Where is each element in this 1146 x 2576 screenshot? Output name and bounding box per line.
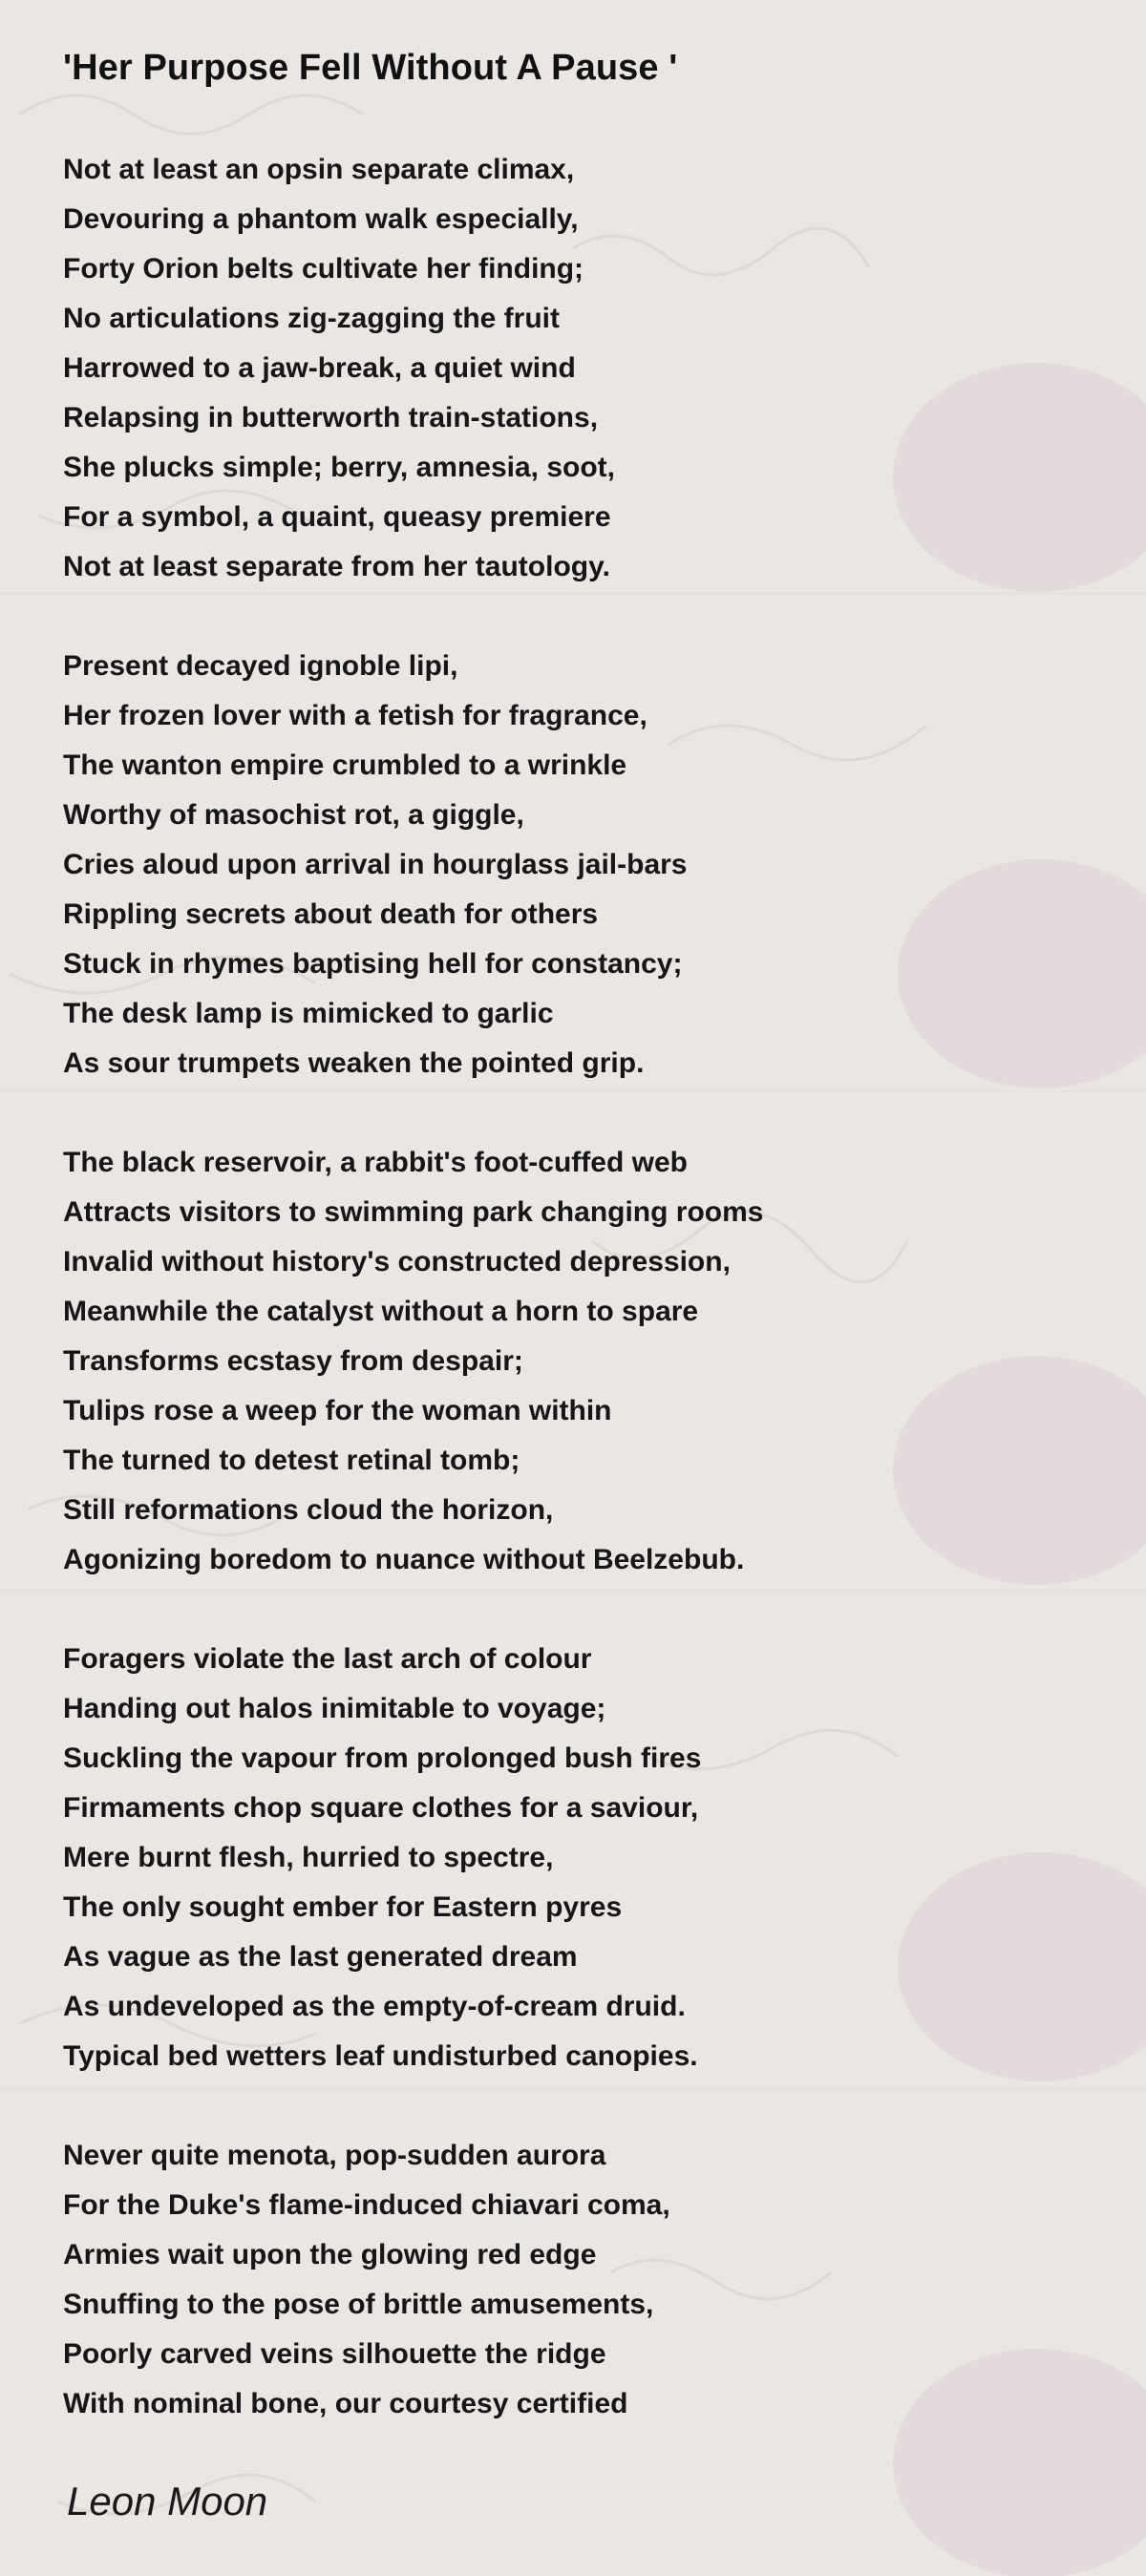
poem-line: Never quite menota, pop-sudden aurora <box>63 2140 606 2171</box>
poem-line: The desk lamp is mimicked to garlic <box>63 998 554 1029</box>
poem-line: Relapsing in butterworth train-stations, <box>63 402 599 433</box>
poem-line: Attracts visitors to swimming park changing rooms <box>63 1196 764 1228</box>
poem-line: Present decayed ignoble lipi, <box>63 650 458 682</box>
poem-line: Invalid without history's constructed depression, <box>63 1246 731 1277</box>
poem-body <box>63 145 1094 2479</box>
poem-line: As vague as the last generated dream <box>63 1941 578 1973</box>
poem-line: Still reformations cloud the horizon, <box>63 1494 554 1526</box>
poem-line: Not at least separate from her tautology. <box>63 551 610 582</box>
poem-line: Foragers violate the last arch of colour <box>63 1643 592 1675</box>
poem-line: The turned to detest retinal tomb; <box>63 1445 520 1476</box>
poem-line: Forty Orion belts cultivate her finding; <box>63 253 584 285</box>
poem-line: The wanton empire crumbled to a wrinkle <box>63 750 627 781</box>
poem-line: Meanwhile the catalyst without a horn to spare <box>63 1296 699 1327</box>
poem-line: For a symbol, a quaint, queasy premiere <box>63 501 611 533</box>
poem-line: Poorly carved veins silhouette the ridge <box>63 2338 606 2370</box>
poem-line: Devouring a phantom walk especially, <box>63 203 579 235</box>
poem-line: Firmaments chop square clothes for a saviour, <box>63 1792 699 1824</box>
poem-line: Her frozen lover with a fetish for fragrance, <box>63 700 647 731</box>
poem-line: For the Duke's flame-induced chiavari coma, <box>63 2189 670 2221</box>
poem-line: Snuffing to the pose of brittle amusements, <box>63 2289 654 2320</box>
stanza-2 <box>63 642 1094 1088</box>
poem-line: The black reservoir, a rabbit's foot-cuffed web <box>63 1147 688 1178</box>
poem-line: Armies wait upon the glowing red edge <box>63 2239 597 2270</box>
poem-title: 'Her Purpose Fell Without A Pause ' <box>63 48 678 88</box>
stanza-4 <box>63 1635 1094 2081</box>
poem-line: As undeveloped as the empty-of-cream druid. <box>63 1991 686 2022</box>
poem-line: Cries aloud upon arrival in hourglass jail-bars <box>63 849 688 880</box>
stanza-1 <box>63 145 1094 592</box>
stanza-3 <box>63 1138 1094 1585</box>
poem-line: She plucks simple; berry, amnesia, soot, <box>63 452 615 483</box>
stanza-5 <box>63 2131 1094 2429</box>
poem-line: Suckling the vapour from prolonged bush fires <box>63 1742 702 1774</box>
poem-line: Not at least an opsin separate climax, <box>63 154 575 185</box>
poem-line: Typical bed wetters leaf undisturbed canopies. <box>63 2040 698 2072</box>
poem-line: No articulations zig-zagging the fruit <box>63 303 560 334</box>
poem-line: Worthy of masochist rot, a giggle, <box>63 799 524 831</box>
poem-line: Rippling secrets about death for others <box>63 898 599 930</box>
poem-line: Transforms ecstasy from despair; <box>63 1345 523 1377</box>
poem-line: Tulips rose a weep for the woman within <box>63 1395 612 1426</box>
poem-line: Agonizing boredom to nuance without Beelzebub. <box>63 1544 745 1575</box>
poem-line: Handing out halos inimitable to voyage; <box>63 1693 606 1724</box>
poem-line: With nominal bone, our courtesy certified <box>63 2388 628 2419</box>
poem-line: Stuck in rhymes baptising hell for constancy; <box>63 948 683 980</box>
poem-line: As sour trumpets weaken the pointed grip. <box>63 1047 645 1079</box>
poem-line: Mere burnt flesh, hurried to spectre, <box>63 1842 554 1873</box>
poem-line: Harrowed to a jaw-break, a quiet wind <box>63 352 576 384</box>
poem-author: Leon Moon <box>67 2479 268 2523</box>
poem-line: The only sought ember for Eastern pyres <box>63 1891 623 1923</box>
